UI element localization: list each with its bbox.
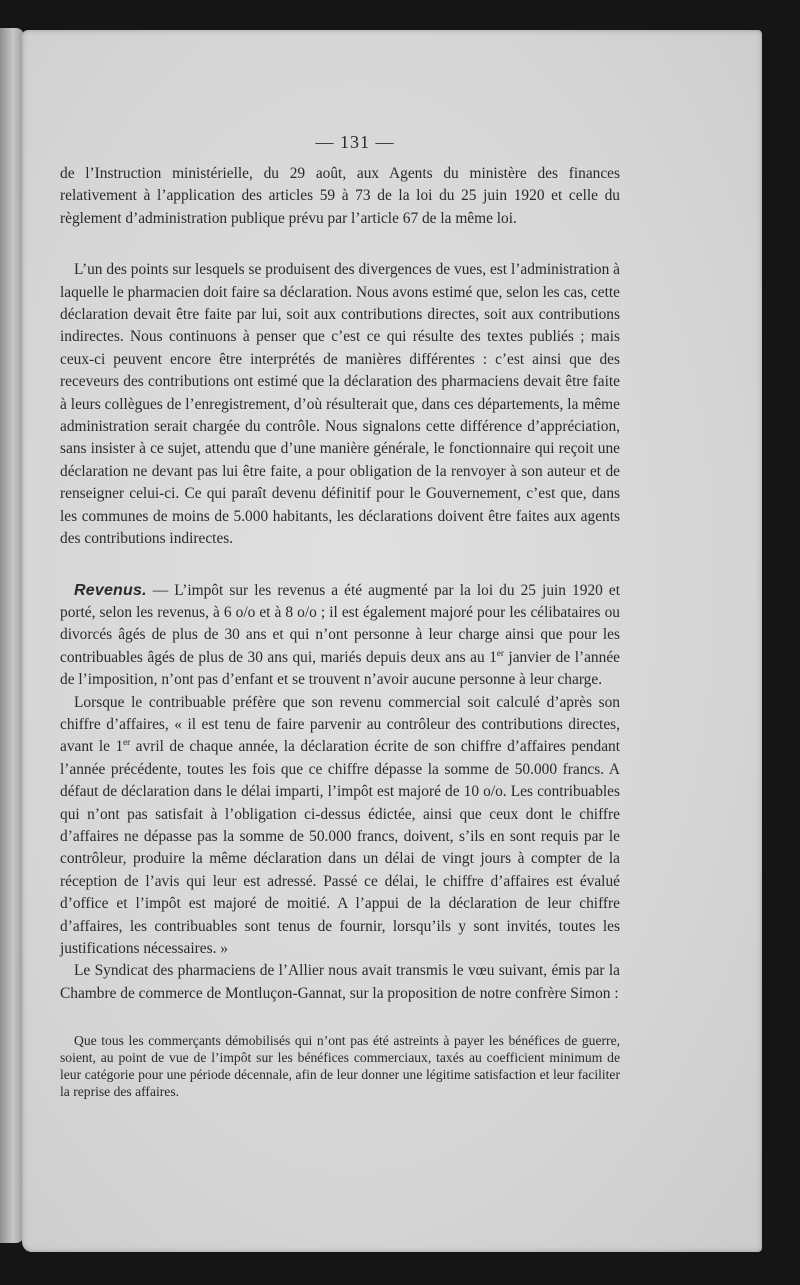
chiffre-text-part1: Lorsque le contribuable préfère que son revenu commercial soit calculé d’après son chiffre d’affaires, « il est tenu de faire parvenir au contrôleur des contributions directes, avant le 1 xyxy=(60,693,620,756)
superscript-er: er xyxy=(496,647,504,658)
superscript-er: er xyxy=(123,737,131,748)
section-heading-revenus: Revenus. xyxy=(74,581,147,599)
quoted-wish: Que tous les commerçants démobilisés qui n’ont pas été astreints à payer les bénéfices de guerre, soient, au point de vue de l’impôt sur les bénéfices commerciaux, taxés au coefficient minimum de leur catégorie pour une période décennale, afin de leur donner une légitime satisfaction et leur faciliter la reprise des affaires. xyxy=(60,1033,620,1099)
chiffre-text-part2: avril de chaque année, la déclaration écrite de son chiffre d’affaires pendant l’année précédente, toutes les fois que ce chiffre dépasse la somme de 50.000 francs. A défaut de déclaration dans le délai imparti, l’impôt est majoré de 10 o/o. Les contribuables qui n’ont pas satisfait à l’obligation ci-dessus édictée, ainsi que ceux dont le chiffre d’affaires ne dépasse pas la somme de 50.000 francs, doivent, s’ils en sont requis par le contrôleur, produire la même déclaration dans un délai de vingt jours à compter de la réception de l’avis qui leur est adressé. Passé ce délai, le chiffre d’affaires est évalué d’office et l’impôt est majoré de moitié. A l’appui de la déclaration de leur chiffre d’affaires, les contribuables sont tenus de fournir, lorsqu’ils y sont invités, toutes les justifications nécessaires. » xyxy=(60,738,620,957)
paragraph-syndicat: Le Syndicat des pharmaciens de l’Allier nous avait transmis le vœu suivant, émis par la Chambre de commerce de Montluçon-Gannat, sur la proposition de notre confrère Simon : xyxy=(60,962,620,1002)
revenus-text-part2: janvier de l’année de l’imposition, n’ont pas d’enfant et se trouvent n’avoir aucune personne à leur charge. xyxy=(60,648,620,689)
page-number: — 131 — xyxy=(315,132,395,152)
paragraph-revenus xyxy=(60,580,620,692)
revenus-text-part1: — L’impôt sur les revenus a été augmenté par la loi du 25 juin 1920 et porté, selon les revenus, à 6 o/o et à 8 o/o ; il est également majoré pour les célibataires ou divorcés âgés de plus de 30 ans et qui n’ont personne à leur charge ainsi que pour les contribuables âgés de plus de 30 ans qui, mariés depuis deux ans au 1 xyxy=(60,581,620,666)
page-text xyxy=(60,132,620,1100)
paragraph-chiffre-affaires xyxy=(60,692,620,961)
paragraph-declaration: L’un des points sur lesquels se produisent des divergences de vues, est l’administration à laquelle le pharmacien doit faire sa déclaration. Nous avons estimé que, selon les cas, cette déclaration devait être faite par lui, soit aux contributions directes, soit aux contributions indirectes. Nous continuons à penser que c’est ce qui résulte des textes publiés ; mais ceux-ci peuvent encore être interprétés de manières différentes : c’est ainsi que des receveurs des contributions ont estimé que la déclaration des pharmaciens devait être faite à leurs collègues de l’enregistrement, d’où résulterait que, dans ces départements, la même administration serait chargée du contrôle. Nous signalons cette différence d’appréciation, sans insister à ce sujet, attendu que d’une manière générale, le fonctionnaire qui reçoit une déclaration ne devant pas lui être faite, a pour obligation de la renvoyer à son auteur et de renseigner celui-ci. Ce qui paraît devenu définitif pour le Gouvernement, c’est que, dans les communes de moins de 5.000 habitants, les déclarations doivent être faites aux agents des contributions indirectes. xyxy=(60,261,620,548)
left-page-edge xyxy=(0,28,24,1243)
paragraph-instruction: de l’Instruction ministérielle, du 29 août, aux Agents du ministère des finances relativement à l’application des articles 59 à 73 de la loi du 25 juin 1920 et celle du règlement d’administration publique prévu par l’article 67 de la même loi. xyxy=(60,165,620,227)
